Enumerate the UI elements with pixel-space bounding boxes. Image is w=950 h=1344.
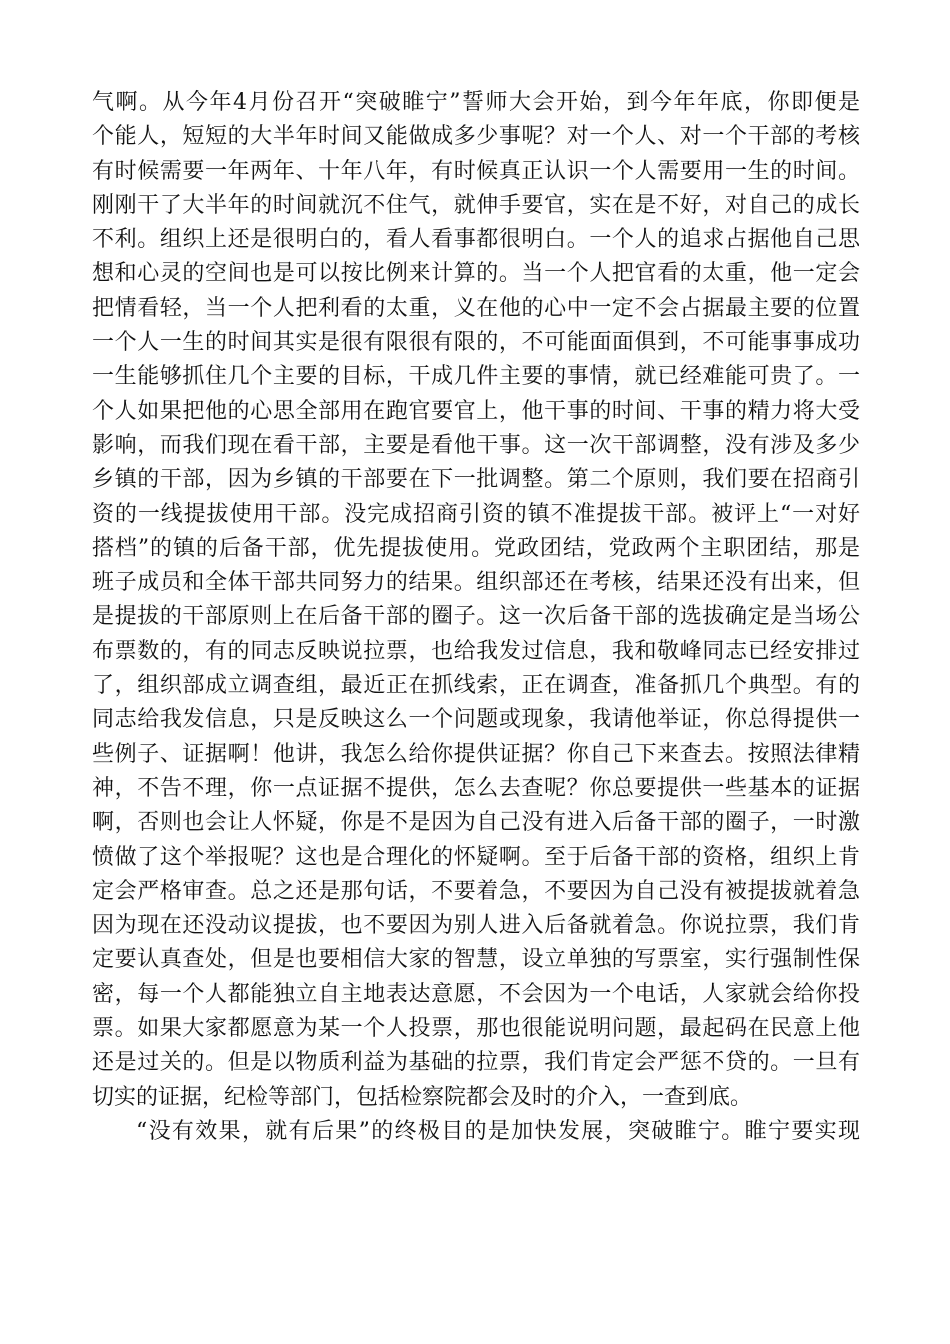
- paragraph-first-line: “没有效果，就有后果”的终极目的是加快发展，突破睢宁。睢宁要实现: [136, 1118, 860, 1144]
- text-line: 密，每一个人都能独立自主地表达意愿，不会因为一个电话，人家就会给你投: [92, 981, 860, 1007]
- text-line: 影响，而我们现在看干部，主要是看他干事。这一次干部调整，没有涉及多少: [92, 432, 860, 458]
- text-line: 个人如果把他的心思全部用在跑官要官上，他干事的时间、干事的精力将大受: [92, 398, 860, 424]
- text-line: 乡镇的干部，因为乡镇的干部要在下一批调整。第二个原则，我们要在招商引: [92, 467, 860, 493]
- text-line: 气啊。从今年4月份召开“突破睢宁”誓师大会开始，到今年年底，你即便是: [92, 90, 860, 115]
- text-line: 资的一线提拔使用干部。没完成招商引资的镇不准提拔干部。被评上“一对好: [92, 501, 860, 527]
- text-line: 了，组织部成立调查组，最近正在抓线索，正在调查，准备抓几个典型。有的: [92, 673, 860, 699]
- text-line: 个能人，短短的大半年时间又能做成多少事呢？对一个人、对一个干部的考核: [92, 124, 860, 150]
- text-line: 因为现在还没动议提拔，也不要因为别人进入后备就着急。你说拉票，我们肯: [92, 913, 860, 939]
- text-line: 是提拔的干部原则上在后备干部的圈子。这一次后备干部的选拔确定是当场公: [92, 604, 860, 630]
- text-line: 还是过关的。但是以物质利益为基础的拉票，我们肯定会严惩不贷的。一旦有: [92, 1050, 860, 1076]
- text-line: 神，不告不理，你一点证据不提供，怎么去查呢？你总要提供一些基本的证据: [92, 775, 860, 801]
- text-line: 不利。组织上还是很明白的，看人看事都很明白。一个人的追求占据他自己思: [92, 227, 860, 253]
- text-line: 些例子、证据啊！他讲，我怎么给你提供证据？你自己下来查去。按照法律精: [92, 741, 860, 767]
- text-line: 刚刚干了大半年的时间就沉不住气，就伸手要官，实在是不好，对自己的成长: [92, 192, 860, 218]
- body-text: [92, 86, 860, 1149]
- text-line: 班子成员和全体干部共同努力的结果。组织部还在考核，结果还没有出来，但: [92, 570, 860, 596]
- text-line: 想和心灵的空间也是可以按比例来计算的。当一个人把官看的太重，他一定会: [92, 261, 860, 287]
- text-line: 票。如果大家都愿意为某一个人投票，那也很能说明问题，最起码在民意上他: [92, 1016, 860, 1042]
- text-line: 一个人一生的时间其实是很有限很有限的，不可能面面俱到，不可能事事成功: [92, 330, 860, 356]
- text-line: 一生能够抓住几个主要的目标，干成几件主要的事情，就已经难能可贵了。一: [92, 364, 860, 390]
- text-line: 定要认真查处，但是也要相信大家的智慧，设立单独的写票室，实行强制性保: [92, 947, 860, 973]
- text-line: 同志给我发信息，只是反映这么一个问题或现象，我请他举证，你总得提供一: [92, 707, 860, 733]
- text-line: 布票数的，有的同志反映说拉票，也给我发过信息，我和敬峰同志已经安排过: [92, 638, 860, 664]
- text-line: 啊，否则也会让人怀疑，你是不是因为自己没有进入后备干部的圈子，一时激: [92, 810, 860, 836]
- text-line: 搭档”的镇的后备干部，优先提拔使用。党政团结，党政两个主职团结，那是: [92, 535, 860, 561]
- text-line: 把情看轻，当一个人把利看的太重，义在他的心中一定不会占据最主要的位置: [92, 295, 860, 321]
- text-line: 愤做了这个举报呢？这也是合理化的怀疑啊。至于后备干部的资格，组织上肯: [92, 844, 860, 870]
- text-line: 定会严格审查。总之还是那句话，不要着急，不要因为自己没有被提拔就着急: [92, 878, 860, 904]
- text-line: 切实的证据，纪检等部门，包括检察院都会及时的介入，一查到底。: [92, 1084, 753, 1110]
- text-line: 有时候需要一年两年、十年八年，有时候真正认识一个人需要用一生的时间。: [92, 158, 860, 184]
